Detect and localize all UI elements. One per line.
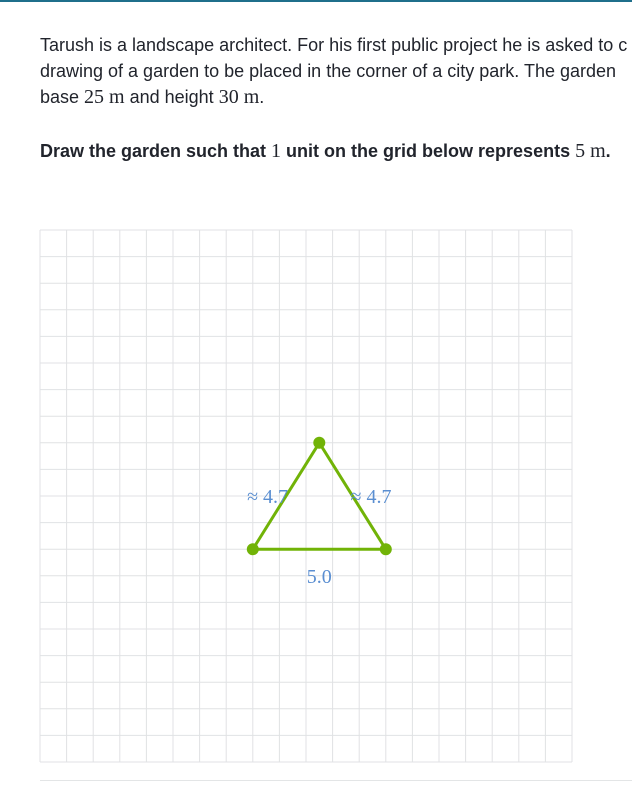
unit-value: 1 <box>271 140 282 162</box>
problem-line-2: drawing of a garden to be placed in the corner of a city park. The garden <box>40 61 617 81</box>
problem-line-3-post: . <box>259 87 265 107</box>
left-side-length-label: ≈ 4.7 <box>247 486 289 508</box>
base-value: 25 m <box>84 86 125 108</box>
base-length-label: 5.0 <box>306 566 332 589</box>
grid-lines <box>40 230 572 762</box>
instruction-pre: Draw the garden such that <box>40 141 272 161</box>
side-length-labels <box>247 486 391 588</box>
instruction-post: . <box>605 141 611 161</box>
height-value: 30 m <box>218 86 260 108</box>
vertex-handle-3[interactable] <box>313 437 325 449</box>
scale-value: 5 m <box>575 140 606 162</box>
problem-line-3-pre: base <box>40 87 85 107</box>
vertex-handle-2[interactable] <box>380 543 392 555</box>
problem-line-1: Tarush is a landscape architect. For his first public project he is asked to c <box>40 35 628 55</box>
instruction-mid: unit on the grid below represents <box>281 141 576 161</box>
divider <box>40 780 632 781</box>
vertex-handle-1[interactable] <box>247 543 259 555</box>
problem-line-3-mid: and height <box>124 87 219 107</box>
right-side-length-label: ≈ 4.7 <box>350 486 392 508</box>
